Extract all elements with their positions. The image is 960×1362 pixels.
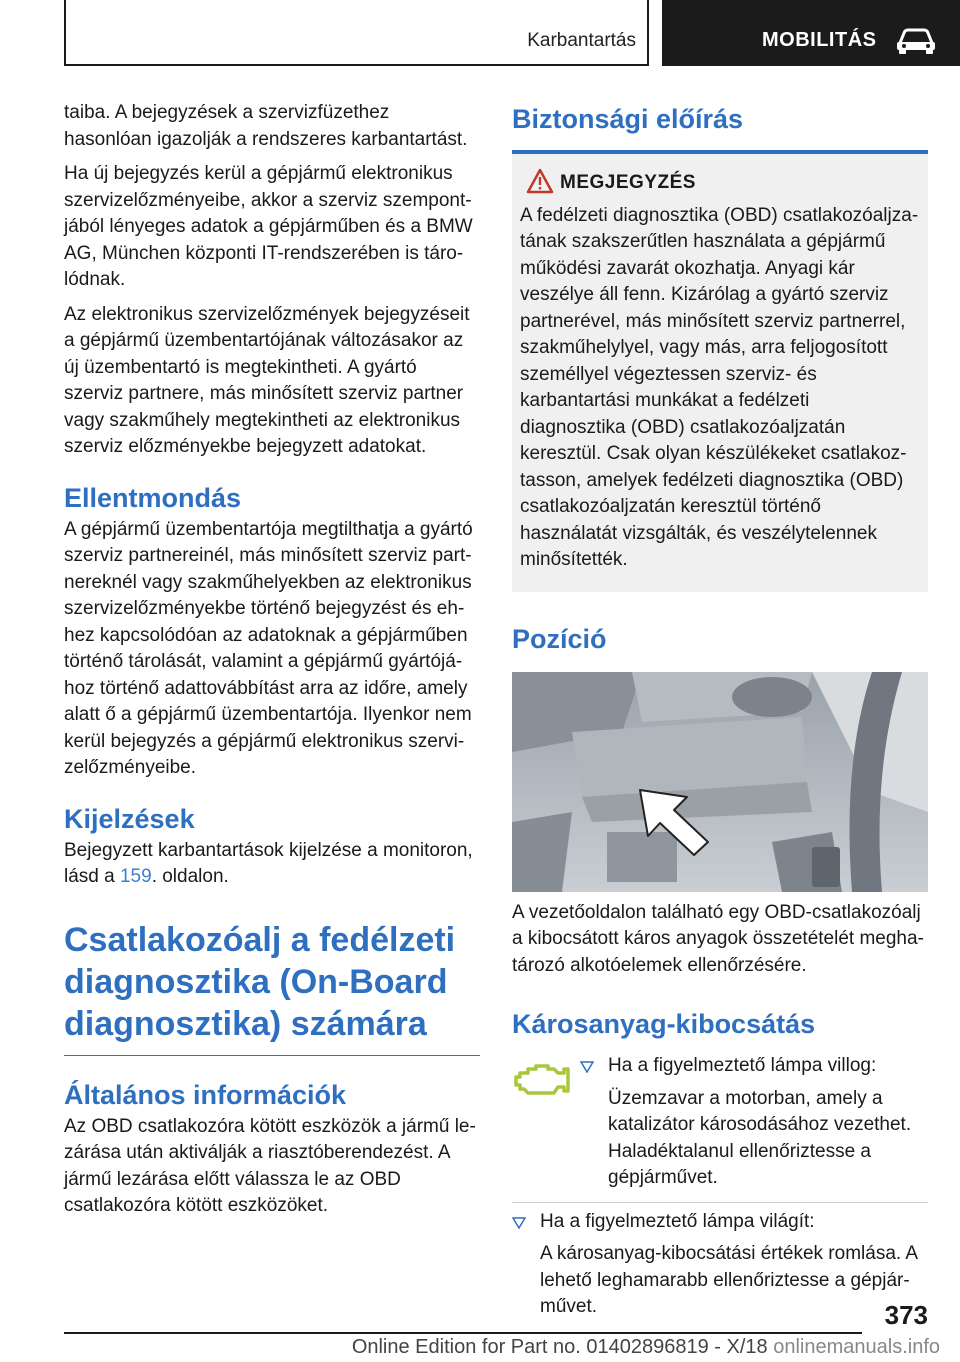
header-left-bar [64, 0, 66, 66]
header-right-bar [647, 0, 649, 66]
page-link[interactable]: 159 [119, 866, 152, 887]
car-icon [894, 27, 938, 55]
page-header [0, 0, 960, 66]
paragraph: Az OBD csatlakozóra kötött eszközök a jármű lezárása után aktiválják a riasztóberendezést. A jármű lezárása előtt válassza le az OBD csatlakozóra kötött eszközöket. [64, 1115, 476, 1216]
note-text: A fedélzeti diagnosztika (OBD) csatlakozóaljzatának szakszerűtlen használata a gépjármű működési zavarát okozhatja. Anyagi kár veszélye áll fenn. Kizárólag a gyártó szerviz partnerével, más minősített szerviz partnerrel, szakműhelylyel, vagy más, arra feljogosított személlyel végeztessen szerviz- és karbantartási munkákat a fedélzeti diagnosztika (OBD) csatlakozóaljzatán keresztül. Csak olyan készülékeket csatlakoztasson, amelyek fedélzeti diagnosztika (OBD) csatlakozóaljzatán keresztül történő használatát vizsgálták, és veszélytelennek minősítették. [520, 204, 919, 570]
bullet-detail: Üzemzavar a motorban, amely a katalizátor károsodásához vezethet. Haladéktalanul ellenőriztesse a gépjárművet. [608, 1087, 912, 1188]
right-column [512, 100, 928, 1321]
heading-pozicio: Pozíció [512, 623, 607, 654]
heading-altalanos: Általános információk [64, 1079, 347, 1110]
chapter-title: Karbantartás [527, 30, 636, 51]
engine-warning-block [512, 1053, 928, 1192]
note-box [512, 154, 928, 592]
paragraph [64, 838, 480, 891]
footer-text [280, 1336, 940, 1359]
paragraph: taiba. A bejegyzések a szervizfüzethez hasonlóan igazolják a rendszeres karbantartást. [64, 102, 468, 150]
paragraph: A gépjármű üzembentartója megtilthatja a gyártó szerviz partnereinél, más minősített szerviz partnereknél vagy szakműhelyekben az elektronikus szervizelőzményekbe történő bejegyzést és ehhez kapcsolódóan az adatoknak a gépjárműben történő tárolását, valamint a gépjármű gyártójához történő adattovábbítást arra az időre, amely alatt ő a gépjármű üzembentartója. Ilyenkor nem kerül bejegyzés a gépjármű elektronikus szervizelőzményeibe. [64, 518, 473, 778]
section-tab [662, 0, 960, 66]
heading-ellentmondas: Ellentmondás [64, 482, 242, 513]
heading-biztonsagi: Biztonsági előírás [512, 104, 744, 134]
section-label: MOBILITÁS [762, 29, 877, 51]
bullet-item [512, 1202, 928, 1236]
heading-rule [64, 1055, 480, 1056]
obd-position-photo [512, 672, 928, 892]
watermark: onlinemanuals.info [773, 1336, 940, 1358]
footer-rule [64, 1332, 862, 1334]
check-engine-icon [512, 1059, 574, 1101]
bullet-detail: A károsanyag-kibocsátási értékek romlása. A lehető leghamarabb ellenőriztesse a gépjárművet. [540, 1243, 918, 1317]
bullet-item [580, 1053, 928, 1080]
text-run: . oldalon. [151, 866, 229, 887]
bullet-triangle-icon [512, 1217, 526, 1229]
bullet-text: Ha a figyelmeztető lámpa világít: [540, 1210, 815, 1232]
note-title [520, 170, 920, 197]
paragraph: Az elektronikus szervizelőzmények bejegyzéseit a gépjármű üzembentartójának változásakor az új üzembentartó is megtekintheti. A gyártó szerviz partnere, más minősített szerviz partner vagy szakműhely megtekintheti az elektronikus szerviz előzményekbe bejegyzett adatokat. [64, 303, 470, 457]
header-rule [64, 64, 648, 66]
warning-icon [526, 168, 554, 194]
paragraph: A vezetőoldalon található egy OBD-csatlakozóalj a kibocsátott káros anyagok összetételét meghatározó alkotóelemek ellenőrzésére. [512, 901, 924, 976]
page-number: 373 [884, 1300, 928, 1330]
paragraph: Ha új bejegyzés kerül a gépjármű elektronikus szervizelőzményeibe, akkor a szerviz szempontjából lényeges adatok a gépjárműben és a BMW AG, München központi IT-rendszerében is tárolódnak. [64, 163, 473, 290]
chapter-heading: Csatlakozóalj a fedélzeti diagnosztika (On-Board diagnosztika) számára [64, 920, 456, 1043]
bullet-text: Ha a figyelmeztető lámpa villog: [608, 1055, 877, 1076]
heading-kijelzesek: Kijelzések [64, 803, 195, 834]
left-column [64, 100, 480, 1228]
bullet-triangle-icon [580, 1061, 594, 1073]
text-run: Bejegyzett karbantartások kijelzése a monitoron, lásd a [64, 839, 473, 887]
note-title-text: MEGJEGYZÉS [560, 172, 696, 193]
edition-text: Online Edition for Part no. 01402896819 - X/18 [351, 1336, 768, 1358]
heading-karosanyag: Károsanyag-kibocsátás [512, 1009, 816, 1039]
